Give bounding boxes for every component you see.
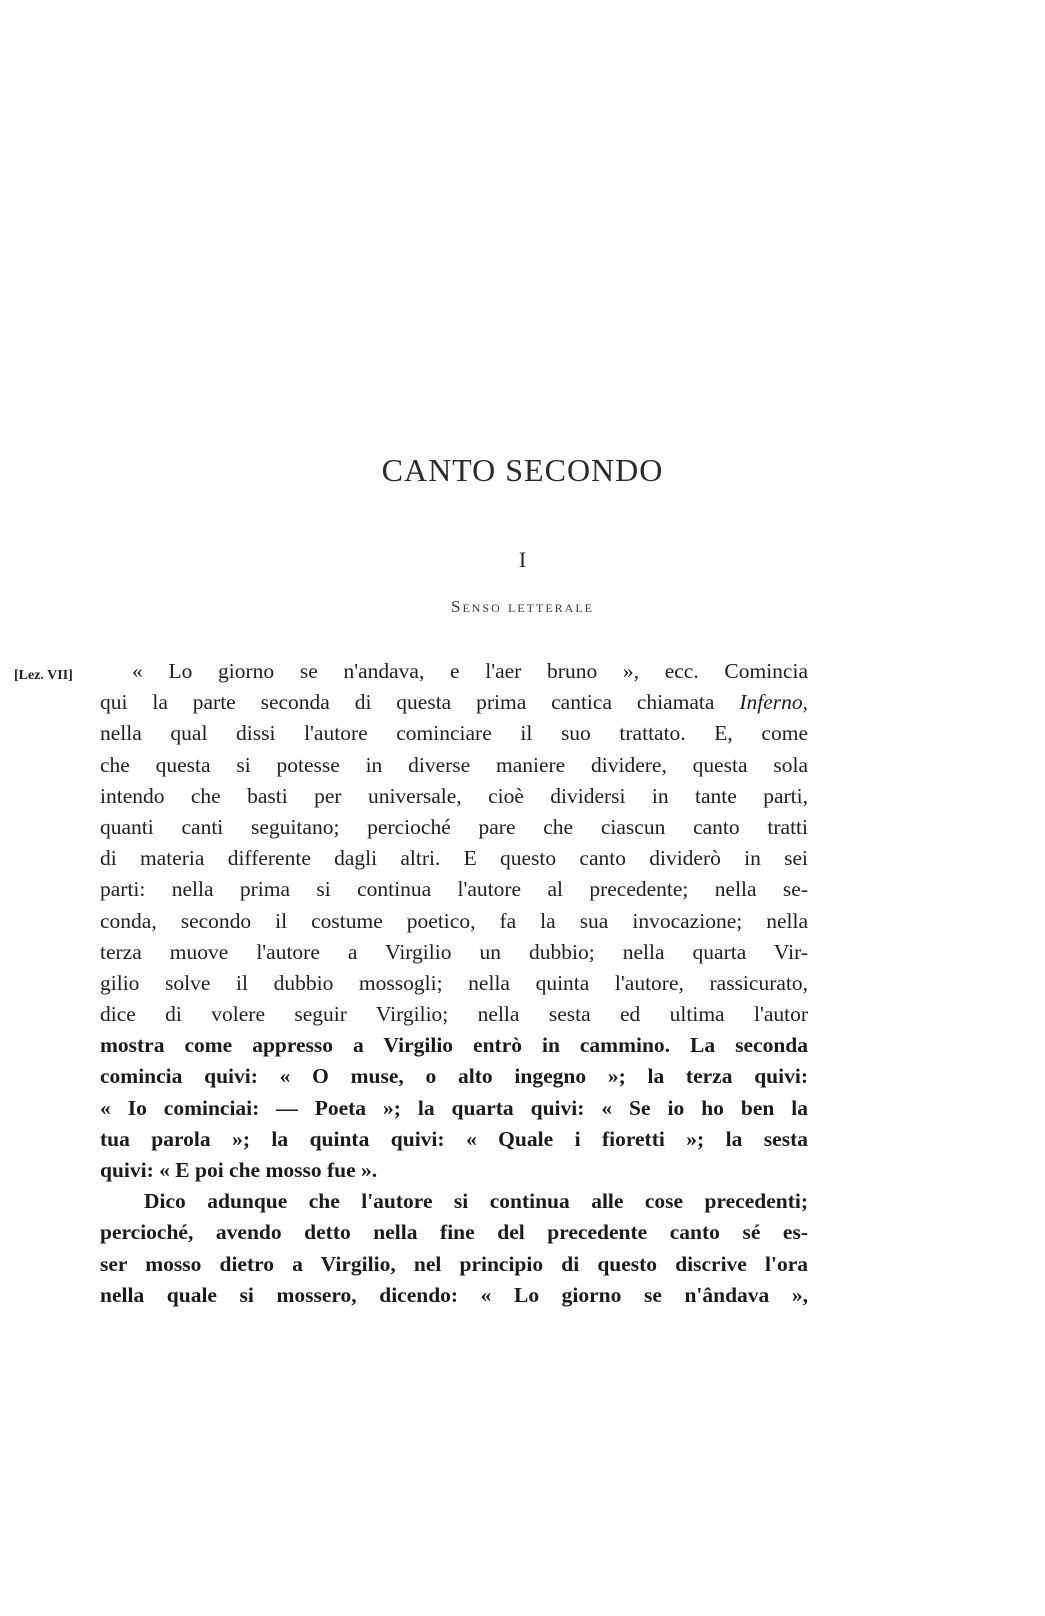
text-line: parti: nella prima si continua l'autore al precedente; nella se- <box>100 877 808 902</box>
text-line: « Lo giorno se n'andava, e l'aer bruno », ecc. Comincia <box>132 659 808 683</box>
text-line: nella quale si mossero, dicendo: « Lo giorno se n'ândava », <box>100 1282 808 1307</box>
text-line: conda, secondo il costume poetico, fa la sua invocazione; nella <box>100 908 808 933</box>
text-line: percioché, avendo detto nella fine del precedente canto sé es- <box>100 1220 808 1245</box>
text-line: ser mosso dietro a Virgilio, nel principio di questo discrive l'ora <box>100 1251 808 1276</box>
text-line: qui la parte seconda di questa prima cantica chiamata Inferno, <box>100 690 808 715</box>
canto-title: CANTO SECONDO <box>381 452 664 488</box>
text-line: di materia differente dagli altri. E questo canto dividerò in sei <box>100 846 808 871</box>
text-line: che questa si potesse in diverse maniere dividere, questa sola <box>100 752 808 777</box>
section-heading: Senso letterale <box>450 597 595 616</box>
text-line: terza muove l'autore a Virgilio un dubbio; nella quarta Vir- <box>100 939 808 964</box>
text-line: dice di volere seguir Virgilio; nella sesta ed ultima l'autor <box>100 1002 808 1027</box>
text-line: gilio solve il dubbio mossogli; nella quinta l'autore, rassicurato, <box>100 970 808 995</box>
text-line: tua parola »; la quinta quivi: « Quale i fioretti »; la sesta <box>100 1126 808 1151</box>
text-line: intendo che basti per universale, cioè dividersi in tante parti, <box>100 783 808 808</box>
text-line: « Io cominciai: — Poeta »; la quarta quivi: « Se io ho ben la <box>100 1095 808 1120</box>
section-number: I <box>518 547 527 572</box>
text-line: Dico adunque che l'autore si continua alle cose precedenti; <box>144 1189 808 1214</box>
text-line: comincia quivi: « O muse, o alto ingegno »; la terza quivi: <box>100 1064 808 1089</box>
text-line: quivi: « E poi che mosso fue ». <box>100 1158 378 1182</box>
text-line: quanti canti seguitano; percioché pare che ciascun canto tratti <box>100 814 808 839</box>
text-line: nella qual dissi l'autore cominciare il suo trattato. E, come <box>100 721 808 746</box>
italic-title: Inferno, <box>739 690 808 715</box>
commentary-body <box>100 656 808 1311</box>
text-line: mostra come appresso a Virgilio entrò in cammino. La seconda <box>100 1033 808 1058</box>
lecture-margin-note: [Lez. VII] <box>14 668 73 683</box>
